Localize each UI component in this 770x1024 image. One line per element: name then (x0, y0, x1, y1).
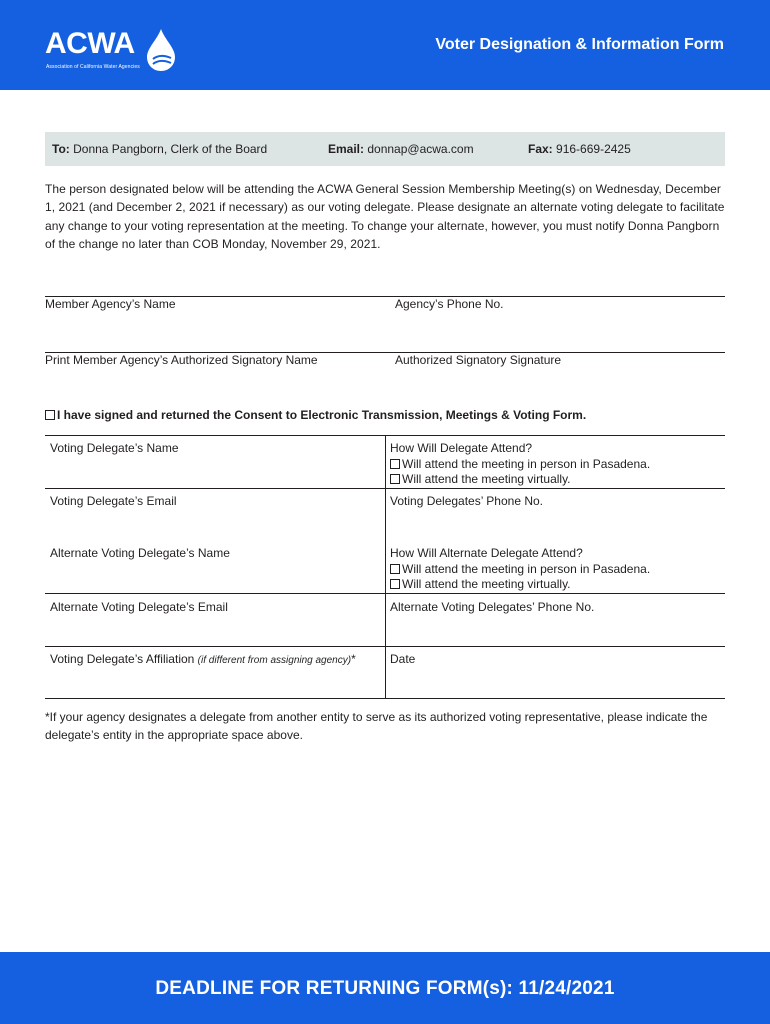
delegate-attend-group (390, 441, 650, 488)
alt-virtual-label: Will attend the meeting virtually. (402, 577, 571, 591)
date-field[interactable]: Date (390, 652, 416, 666)
virtual-checkbox[interactable] (390, 474, 400, 484)
water-drop-icon (145, 28, 177, 72)
alternate-name-field[interactable]: Alternate Voting Delegate’s Name (50, 546, 230, 560)
acwa-logo (45, 26, 185, 76)
table-bottom-border (45, 698, 725, 699)
in-person-checkbox[interactable] (390, 459, 400, 469)
contact-email (328, 142, 474, 156)
affiliation-field[interactable] (50, 652, 356, 669)
agency-phone-label: Agency’s Phone No. (395, 297, 504, 311)
logo-subtitle: Association of California Water Agencies (46, 64, 140, 70)
email-value[interactable]: donnap@acwa.com (367, 142, 474, 156)
consent-label: I have signed and returned the Consent to Electronic Transmission, Meetings & Voting Form. (57, 408, 587, 422)
signatory-name-label: Print Member Agency’s Authorized Signatory Name (45, 353, 318, 367)
affiliation-note: (if different from assigning agency) (197, 655, 352, 666)
to-value: Donna Pangborn, Clerk of the Board (73, 142, 268, 156)
agency-name-label: Member Agency’s Name (45, 297, 176, 311)
contact-to (52, 142, 267, 156)
alt-virtual-option[interactable] (390, 577, 650, 593)
alternate-attend-group (390, 546, 650, 593)
attend-virtual-option[interactable] (390, 472, 650, 488)
form-title: Voter Designation & Information Form (435, 36, 724, 53)
email-label: Email: (328, 142, 365, 156)
signatory-signature-label: Authorized Signatory Signature (395, 353, 562, 367)
consent-row (45, 408, 586, 422)
alt-in-person-label: Will attend the meeting in person in Pasadena. (402, 561, 651, 576)
table-column-divider (385, 435, 386, 698)
alternate-phone-field[interactable]: Alternate Voting Delegates’ Phone No. (390, 600, 595, 614)
attend-question: How Will Delegate Attend? (390, 441, 533, 455)
logo-text: ACWA (45, 27, 135, 60)
header-bar (0, 0, 770, 90)
attend-in-person-option[interactable] (390, 457, 650, 473)
delegate-phone-field[interactable]: Voting Delegates’ Phone No. (390, 494, 543, 508)
contact-bar (45, 132, 725, 166)
contact-fax (528, 142, 631, 156)
alt-virtual-checkbox[interactable] (390, 579, 400, 589)
alt-in-person-checkbox[interactable] (390, 564, 400, 574)
deadline-text: DEADLINE FOR RETURNING FORM(s): 11/24/2021 (155, 978, 615, 999)
virtual-label: Will attend the meeting virtually. (402, 472, 571, 486)
footer-bar (0, 952, 770, 1024)
alternate-email-field[interactable]: Alternate Voting Delegate’s Email (50, 600, 228, 614)
in-person-label: Will attend the meeting in person in Pasadena. (402, 456, 651, 471)
delegate-email-field[interactable]: Voting Delegate’s Email (50, 494, 177, 508)
alt-attend-question: How Will Alternate Delegate Attend? (390, 546, 583, 560)
fax-value: 916-669-2425 (556, 142, 631, 156)
fax-label: Fax: (528, 142, 553, 156)
alt-in-person-option[interactable] (390, 562, 650, 578)
intro-paragraph: The person designated below will be attending the ACWA General Session Membership Meeting(s) on Wednesday, December 1, 2021 (and December 2, 2021 if necessary) as our voting delegate. Please designate an alternate voting delegate to facilitate any change to your voting representation at the meeting. To change your alternate, however, you must notify Donna Pangborn of the change no later than COB Monday, November 29, 2021. (45, 182, 725, 252)
footnote: *If your agency designates a delegate from another entity to serve as its authorized voting representative, please indicate the delegate’s entity in the appropriate space above. (45, 710, 708, 743)
affiliation-label: Voting Delegate’s Affiliation (50, 652, 195, 666)
consent-checkbox[interactable] (45, 410, 55, 420)
delegate-name-field[interactable]: Voting Delegate’s Name (50, 441, 179, 455)
to-label: To: (52, 142, 70, 156)
affiliation-mark: * (351, 652, 356, 666)
